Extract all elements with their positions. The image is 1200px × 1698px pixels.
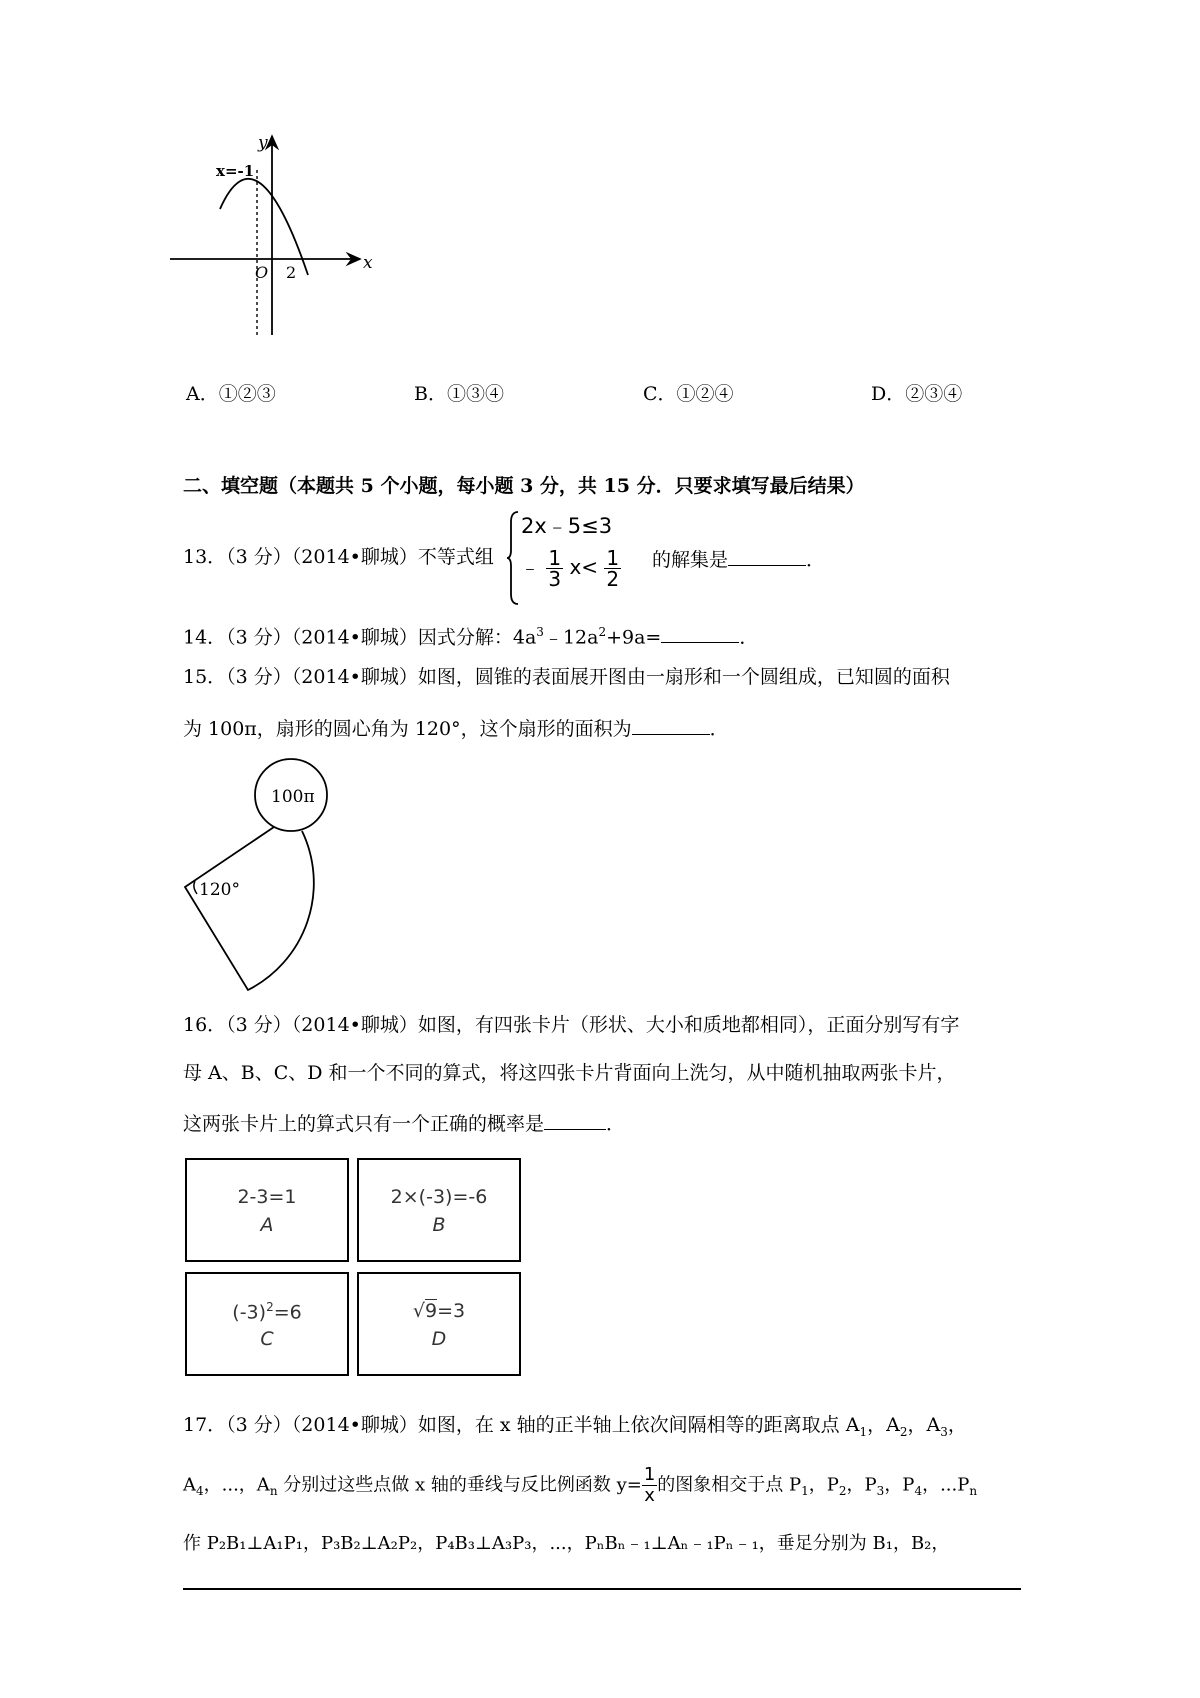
sector xyxy=(185,827,314,990)
option-c: C．①②④ xyxy=(643,383,734,405)
origin-label: O xyxy=(255,263,269,282)
q17-l2-b: ，...，A xyxy=(203,1474,270,1496)
y-axis-label: y xyxy=(258,133,268,153)
card-c-rest: =6 xyxy=(273,1301,302,1324)
q17-l2-e: ，P xyxy=(808,1474,839,1496)
q13-prefix: 13．（3 分）（2014•聊城）不等式组 xyxy=(183,546,494,568)
parabola-figure xyxy=(170,130,410,370)
q14-prefix: 14．（3 分）（2014•聊城）因式分解：4a xyxy=(183,626,537,649)
q13-frac1-num: 1 xyxy=(548,546,562,570)
card-d-expression xyxy=(359,1300,519,1322)
card-a-expression: 2-3=1 xyxy=(237,1186,297,1208)
q16-line3-text: 这两张卡片上的算式只有一个正确的概率是 xyxy=(183,1113,545,1135)
q13-frac2-num: 1 xyxy=(606,546,620,570)
q17-sub-p4: 4 xyxy=(914,1484,923,1499)
footer-rule xyxy=(183,1588,1021,1590)
card-a-label: A xyxy=(260,1214,274,1236)
card-d-rest: =3 xyxy=(437,1300,466,1322)
q13-inequality-1: 2x﹣5≤3 xyxy=(521,514,613,538)
q17-frac-den: x xyxy=(644,1485,655,1506)
q17-sub-p3: 3 xyxy=(876,1484,885,1499)
x-axis-label: x xyxy=(363,253,373,273)
q17-l1-c1: ，A xyxy=(867,1414,900,1436)
card-a xyxy=(185,1158,349,1262)
q17-l2-g: ，P xyxy=(884,1474,915,1496)
q15-answer-blank[interactable] xyxy=(632,716,710,735)
tick-label-2: 2 xyxy=(286,263,297,282)
question-14 xyxy=(183,620,758,649)
q15-end: ． xyxy=(709,718,729,740)
symmetry-axis-label: x=-1 xyxy=(216,162,255,180)
card-c-expression xyxy=(187,1300,347,1323)
q17-sub-a2: 2 xyxy=(899,1424,908,1439)
q17-l2-a: A xyxy=(183,1474,196,1496)
q17-l2-c: 分别过这些点做 x 轴的垂线与反比例函数 y= xyxy=(277,1474,642,1496)
angle-mark xyxy=(194,881,197,894)
q17-sub-a4: 4 xyxy=(196,1484,204,1499)
q13-frac1-den: 3 xyxy=(548,567,562,591)
q15-line2-text: 为 100π，扇形的圆心角为 120°，这个扇形的面积为 xyxy=(183,718,632,740)
q17-sub-p2: 2 xyxy=(838,1484,847,1499)
q13-mid: x< xyxy=(569,555,599,579)
cone-net-figure xyxy=(170,755,340,995)
question-17-line-1 xyxy=(183,1413,967,1444)
option-d: D．②③④ xyxy=(871,383,963,405)
q17-sub-p1: 1 xyxy=(801,1484,809,1499)
q13-suffix-text: 的解集是 xyxy=(652,549,729,571)
question-16-line-2: 母 A、B、C、D 和一个不同的算式，将这四张卡片背面向上洗匀，从中随机抽取两张卡片， xyxy=(183,1062,956,1084)
q13-end: ． xyxy=(806,549,826,571)
q16-end: ． xyxy=(606,1113,626,1135)
option-a: A．①②③ xyxy=(186,383,276,405)
section-heading: 二、填空题（本题共 5 个小题，每小题 3 分，共 15 分．只要求填写最后结果） xyxy=(183,475,865,497)
q14-end: ． xyxy=(739,626,759,649)
q17-l2-f: ，P xyxy=(846,1474,877,1496)
q13-answer-blank[interactable] xyxy=(728,547,806,566)
question-16-line-1: 16．（3 分）（2014•聊城）如图，有四张卡片（形状、大小和质地都相同），正面分别写有字 xyxy=(183,1014,960,1036)
q17-l1-c2: ，A xyxy=(907,1414,941,1436)
circle-label: 100π xyxy=(271,787,315,807)
q17-frac-num: 1 xyxy=(643,1464,656,1485)
q17-l2-d: 的图象相交于点 P xyxy=(657,1474,802,1496)
q13-fraction-1 xyxy=(546,548,563,589)
parabola-curve xyxy=(220,179,308,275)
question-15-line-1: 15．（3 分）（2014•聊城）如图，圆锥的表面展开图由一扇形和一个圆组成，已知圆的面积 xyxy=(183,666,950,688)
card-d xyxy=(357,1272,521,1376)
card-b xyxy=(357,1158,521,1262)
q13-fraction-2 xyxy=(604,548,621,589)
option-b: B．①③④ xyxy=(414,383,504,405)
q14-sup2: 2 xyxy=(598,625,607,639)
card-b-expression: 2×(-3)=-6 xyxy=(390,1186,488,1208)
q14-mid1: ﹣12a xyxy=(543,626,599,649)
q17-fraction xyxy=(642,1465,657,1506)
angle-label: 120° xyxy=(199,880,240,900)
card-c-base: (-3) xyxy=(232,1301,267,1324)
card-d-radicand: 9 xyxy=(425,1300,438,1322)
question-17-line-3: 作 P₂B₁⊥A₁P₁，P₃B₂⊥A₂P₂，P₄B₃⊥A₃P₃，...，PₙBₙ﹣₁⊥Aₙ﹣₁Pₙ﹣₁，垂足分别为 B₁，B₂， xyxy=(183,1533,950,1554)
question-15-line-2 xyxy=(183,716,729,741)
q16-answer-blank[interactable] xyxy=(544,1111,606,1130)
question-13 xyxy=(183,545,494,569)
q17-sub-a1: 1 xyxy=(859,1424,868,1439)
card-d-label: D xyxy=(431,1328,447,1350)
q17-sub-an: n xyxy=(269,1484,278,1499)
card-c xyxy=(185,1272,349,1376)
q17-l1-prefix: 17．（3 分）（2014•聊城）如图，在 x 轴的正半轴上依次间隔相等的距离取点 A xyxy=(183,1414,860,1436)
question-16-line-3 xyxy=(183,1111,625,1136)
q13-inequality-2 xyxy=(520,548,621,589)
q13-brace xyxy=(506,510,520,606)
q13-suffix xyxy=(652,545,825,572)
q17-l2-h: ，...P xyxy=(922,1474,970,1496)
q14-mid2: +9a= xyxy=(606,626,662,649)
q17-l1-c3: ， xyxy=(947,1414,967,1436)
q13-frac2-den: 2 xyxy=(606,567,620,591)
q14-sup1: 3 xyxy=(536,625,544,639)
q17-sub-a3: 3 xyxy=(940,1424,948,1439)
card-c-exponent: 2 xyxy=(266,1300,274,1314)
card-c-label: C xyxy=(260,1328,274,1350)
q14-answer-blank[interactable] xyxy=(661,624,739,643)
card-b-label: B xyxy=(432,1214,446,1236)
question-17-line-2 xyxy=(183,1465,977,1506)
q17-sub-pn: n xyxy=(969,1484,978,1499)
q13-lead: ﹣ xyxy=(520,555,540,579)
radical-sign: √ xyxy=(412,1300,425,1322)
